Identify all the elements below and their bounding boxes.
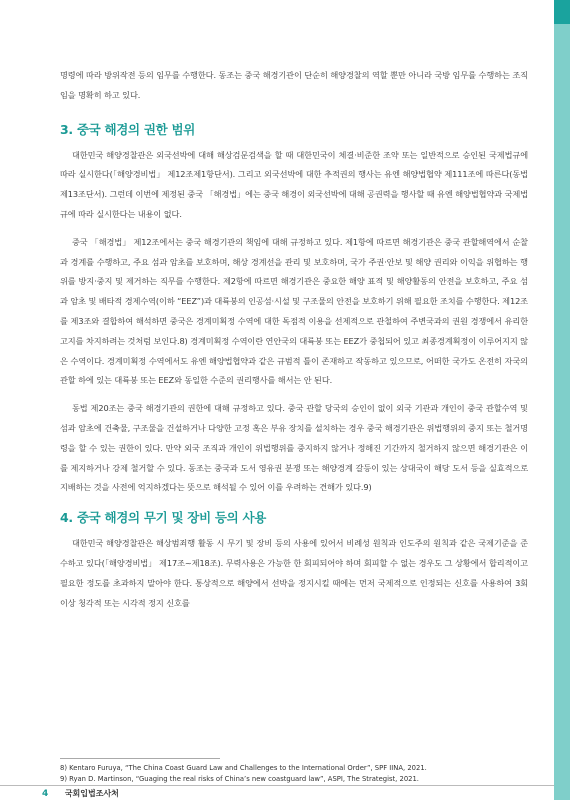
section-3-heading: 3. 중국 해경의 권한 범위 bbox=[60, 121, 196, 137]
side-color-band bbox=[554, 0, 570, 800]
footnote-rule bbox=[60, 758, 220, 759]
page-body bbox=[60, 66, 528, 613]
footer-rule bbox=[0, 785, 554, 786]
section-3-paragraph-2: 중국 「해경법」 제12조에서는 중국 해경기관의 책임에 대해 규정하고 있다. 제1항에 따르면 해경기관은 중국 관할해역에서 순찰과 경계를 수행하고, 주요 섬과 암초를 보호하며, 해상 경계선을 관리 및 보호하며, 국가 주권·안보 및 해양 권리와 이익을 위협하는 행위를 방지·중지 및 제거하는 직무를 수행한다. 제2항에 따르면 해경기관은 중요한 해양 표적 및 해양활동의 안전을 보호하고, 주요 섬과 암초 및 배타적 경제수역(이하 “EEZ”)과 대륙붕의 인공섬·시설 및 구조물의 안전을 보호하기 위해 필요한 조치를 수행한다. 제12조를 제3조와 결합하여 해석하면 중국은 경계미획정 수역에 대한 독점적 이용을 선제적으로 관철하여 주변국과의 권원 경쟁에서 유리한 고지를 차지하려는 것처럼 보인다.8) 경계미획정 수역이란 연안국의 대륙붕 또는 EEZ가 중첩되어 있고 최종경계획정이 이루어지지 않은 수역이다. 경계미획정 수역에서도 유엔 해양법협약과 같은 규범적 틀이 존재하고 작동하고 있으므로, 어떠한 국가도 온전히 자국의 관할 하에 있는 대륙붕 또는 EEZ와 동일한 수준의 권리행사를 해서는 안 된다. bbox=[60, 236, 528, 386]
publisher-name: 국회입법조사처 bbox=[64, 789, 119, 798]
section-3-paragraph-3: 동법 제20조는 중국 해경기관의 권한에 대해 규정하고 있다. 중국 관할 당국의 승인이 없이 외국 기관과 개인이 중국 관할수역 및 섬과 암초에 건축물, 구조물을 건설하거나 다양한 고정 혹은 부유 장치를 설치하는 경우 중국 해경기관은 위법행위의 중지 또는 철거명령을 할 수 있는 권한이 있다. 만약 외국 조직과 개인이 위법행위를 중지하지 않거나 정해진 기간까지 철거하지 않으면 해경기관은 이를 제지하거나 강제 철거할 수 있다. 동조는 중국과 도서 영유권 분쟁 또는 해양경계 갈등이 있는 상대국이 해당 도서 등을 실효적으로 지배하는 것을 사전에 억지하겠다는 뜻으로 해석될 수 있어 이를 우려하는 견해가 있다.9) bbox=[60, 403, 528, 493]
section-3-paragraph-1: 대한민국 해양경찰관은 외국선박에 대해 해상검문검색을 할 때 대한민국이 체결·비준한 조약 또는 일반적으로 승인된 국제법규에 따라 실시한다(「해양경비법」 제12조제1항단서). 그리고 외국선박에 대한 추적권의 행사는 유엔 해양법협약 제111조에 따른다(동법 제13조단서). 그런데 이번에 제정된 중국 「해경법」에는 중국 해경이 외국선박에 대해 공권력을 행사할 때 유엔 해양법협약과 국제법규에 따라 실시한다는 내용이 없다. bbox=[60, 149, 528, 219]
section-4-paragraph-1: 대한민국 해양경찰관은 해상범죄행 활동 시 무기 및 장비 등의 사용에 있어서 비례성 원칙과 인도주의 원칙과 같은 국제기준을 준수하고 있다(「해양경비법」 제17조~제18조). 무력사용은 가능한 한 회피되어야 하며 회피할 수 없는 경우도 그 상황에서 합리적이고 필요한 정도를 초과하지 말아야 한다. 통상적으로 해양에서 선박을 정지시킬 때에는 먼저 국제적으로 인정되는 신호를 사용하여 3회 이상 청각적 또는 시각적 정지 신호를 bbox=[60, 538, 528, 608]
body-paragraph-top: 명령에 따라 방위작전 등의 임무를 수행한다. 동조는 중국 해경기관이 단순히 해양경찰의 역할 뿐만 아니라 국방 임무를 수행하는 조직임을 명확히 하고 있다. bbox=[60, 70, 528, 100]
footer bbox=[42, 789, 119, 799]
page-number: 4 bbox=[42, 789, 49, 799]
side-color-band-top bbox=[554, 0, 570, 24]
footnote-9: 9) Ryan D. Martinson, “Guaging the real risks of China’s new coastguard law”, ASPI, The Strategist, 2021. bbox=[60, 775, 419, 783]
section-4-heading: 4. 중국 해경의 무기 및 장비 등의 사용 bbox=[60, 510, 267, 526]
footnote-8: 8) Kentaro Furuya, “The China Coast Guard Law and Challenges to the International Order”, SPF IINA, 2021. bbox=[60, 764, 427, 772]
footnotes bbox=[60, 763, 528, 785]
